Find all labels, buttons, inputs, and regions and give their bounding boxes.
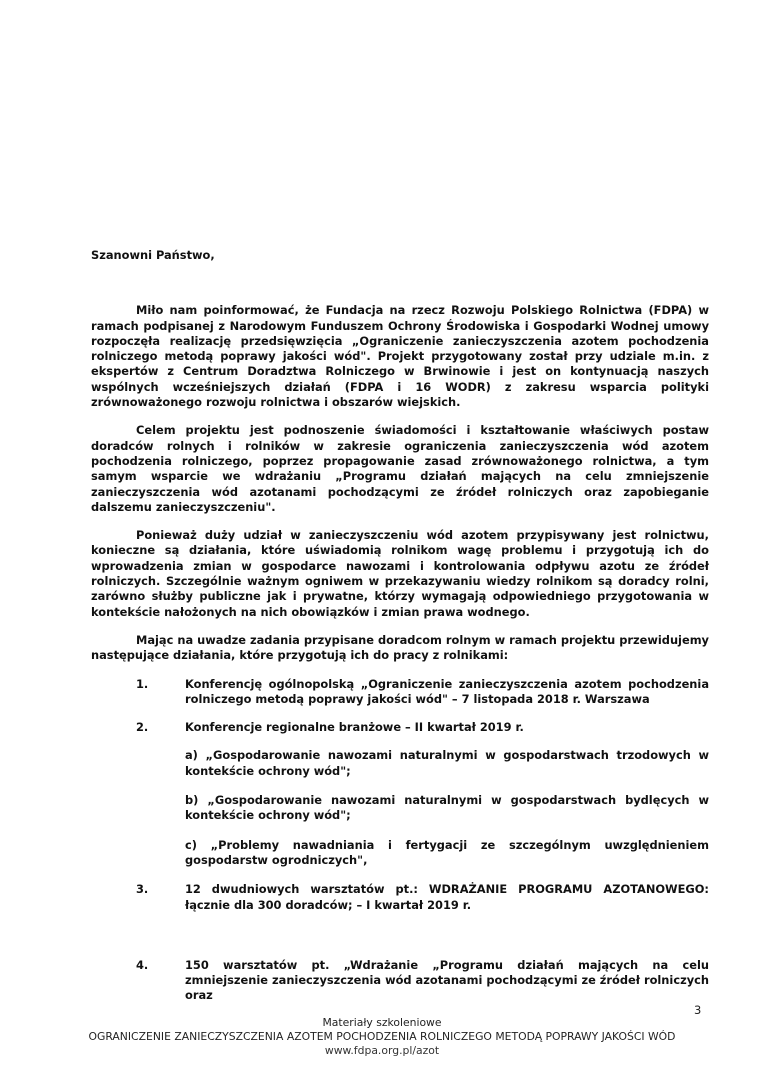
list-item-text: 150 warsztatów pt. „Wdrażanie „Programu działań mających na celu zmniejszenie zanieczyszczenia wód azotanami pochodzącymi ze źródeł rolniczych oraz bbox=[185, 957, 709, 1003]
page-footer bbox=[0, 1016, 764, 1058]
letter-body bbox=[91, 248, 709, 1017]
list-item-number: 4. bbox=[136, 957, 149, 972]
list-item bbox=[91, 720, 709, 735]
list-item bbox=[91, 677, 709, 708]
sub-item: c) „Problemy nawadniania i fertygacji ze szczególnym uwzględnieniem gospodarstw ogrodniczych", bbox=[185, 837, 709, 867]
list-item-text: Konferencje regionalne branżowe – II kwartał 2019 r. bbox=[185, 720, 524, 735]
list-item-number: 1. bbox=[136, 676, 149, 691]
list-item-number: 2. bbox=[136, 720, 149, 735]
paragraph-rationale: Ponieważ duży udział w zanieczyszczeniu wód azotem przypisywany jest rolnictwu, konieczne są działania, które uświadomią rolnikom wagę problemu i przygotują ich do wprowadzenia zmian w gospodarce nawozami i kontrolowania odpływu azotu ze źródeł rolniczych. Szczególnie ważnym ogniwem w przekazywaniu wiedzy rolnikom są doradcy rolni, zarówno służby publiczne jak i prywatne, którzy wymagają odpowiedniego przygotowania w kontekście nałożonych na nich obowiązków i zmian prawa wodnego. bbox=[91, 528, 709, 619]
salutation: Szanowni Państwo, bbox=[91, 248, 215, 262]
page-number: 3 bbox=[694, 1003, 702, 1017]
sub-item: b) „Gospodarowanie nawozami naturalnymi w gospodarstwach bydlęcych w kontekście ochrony wód"; bbox=[185, 793, 709, 823]
footer-subtitle: Materiały szkoleniowe bbox=[322, 1016, 442, 1029]
list-item-text: Konferencję ogólnopolską „Ograniczenie zanieczyszczenia azotem pochodzenia rolniczego metodą poprawy jakości wód" – 7 listopada 2018 r. Warszawa bbox=[185, 676, 709, 706]
list-item-text: 12 dwudniowych warsztatów pt.: WDRAŻANIE PROGRAMU AZOTANOWEGO: łącznie dla 300 doradców; – I kwartał 2019 r. bbox=[185, 882, 709, 912]
paragraph-goal: Celem projektu jest podnoszenie świadomości i kształtowanie właściwych postaw doradców rolnych i rolników w zakresie ograniczenia zanieczyszczenia wód azotem pochodzenia rolniczego, poprzez propagowanie zasad zrównoważonego rolnictwa, a tym samym wsparcie we wdrażaniu „Programu działań mających na celu zmniejszenie zanieczyszczenia wód azotanami pochodzącymi ze źródeł rolniczych oraz zapobieganie dalszemu zanieczyszczeniu". bbox=[91, 423, 709, 514]
footer-url: www.fdpa.org.pl/azot bbox=[324, 1044, 440, 1057]
footer-project-title: OGRANICZENIE ZANIECZYSZCZENIA AZOTEM POCHODZENIA ROLNICZEGO METODĄ POPRAWY JAKOŚCI WÓD bbox=[88, 1030, 676, 1043]
paragraph-intro: Miło nam poinformować, że Fundacja na rzecz Rozwoju Polskiego Rolnictwa (FDPA) w ramach podpisanej z Narodowym Funduszem Ochrony Środowiska i Gospodarki Wodnej umowy rozpoczęła realizację przedsięwzięcia „Ograniczenie zanieczyszczenia azotem pochodzenia rolniczego metodą poprawy jakości wód". Projekt przygotowany został przy udziale m.in. z ekspertów z Centrum Doradztwa Rolniczego w Brwinowie i jest on kontynuacją naszych wspólnych wcześniejszych działań (FDPA i 16 WODR) z zakresu wsparcia polityki zrównoważonego rozwoju rolnictwa i obszarów wiejskich. bbox=[91, 303, 709, 410]
sub-item: a) „Gospodarowanie nawozami naturalnymi w gospodarstwach trzodowych w kontekście ochrony wód"; bbox=[185, 748, 709, 778]
list-item bbox=[91, 958, 709, 1004]
list-item bbox=[91, 882, 709, 913]
paragraph-actions-intro: Mając na uwadze zadania przypisane doradcom rolnym w ramach projektu przewidujemy następujące działania, które przygotują ich do pracy z rolnikami: bbox=[91, 632, 709, 663]
list-item-number: 3. bbox=[136, 882, 149, 897]
